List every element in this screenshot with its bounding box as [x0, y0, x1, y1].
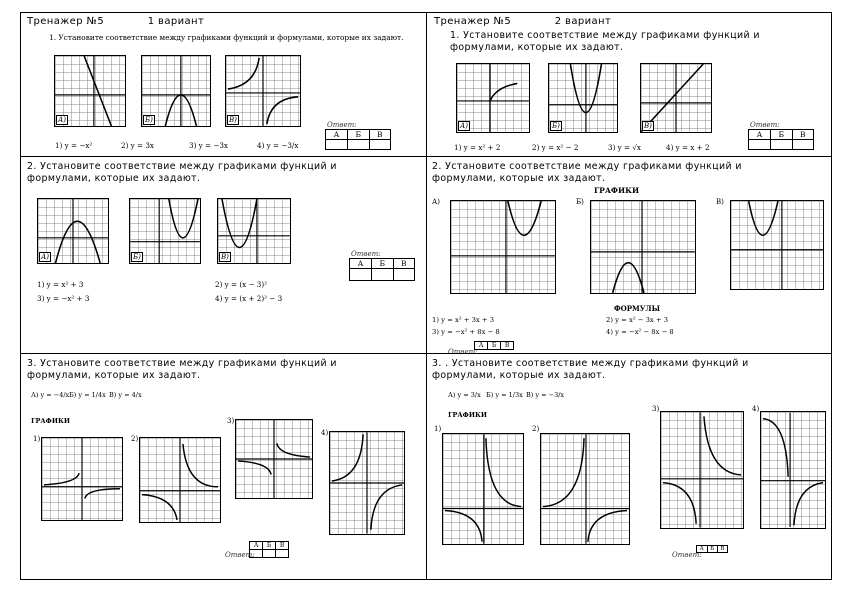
graph-tag: Б) [145, 116, 153, 124]
graph-tag: А) [460, 122, 469, 130]
left-task3-cell [21, 355, 426, 581]
left-task3-text: 3. Установите соответствие между графиками функций и формулами, которые их задают. [27, 358, 337, 381]
answer-col: Б [488, 342, 501, 350]
left-task2-graph-c [217, 198, 291, 264]
right-task3-cell [428, 355, 831, 581]
graph-tag: А) [58, 116, 67, 124]
formula: 4) y = −3/x [257, 141, 299, 150]
formula: В) y = −3/x [526, 391, 565, 399]
answer-label: Ответ: [750, 121, 780, 129]
graph-num: 3) [652, 405, 660, 413]
left-task2-text: 2. Установите соответствие между графиками функций и формулами, которые их задают. [27, 161, 337, 184]
answer-col: В [501, 342, 514, 350]
answer-table [748, 129, 814, 150]
formula: 3) y = −x² + 8x − 8 [432, 328, 500, 336]
formula: А) y = 3/x [448, 391, 481, 399]
formula: А) y = −4/x [31, 391, 70, 399]
worksheet [20, 12, 832, 580]
formula: 3) y = −3x [189, 141, 228, 150]
left-header-title: Тренажер №5 [27, 16, 105, 27]
left-task2-cell [21, 158, 426, 353]
answer-cell[interactable] [393, 269, 415, 281]
answer-cell[interactable] [792, 140, 814, 150]
answer-col: Б [771, 130, 792, 140]
graph-num: 3) [227, 417, 235, 425]
formula: 2) y = x² − 3x + 3 [606, 316, 669, 324]
right-task1-text: 1. Установите соответствие между графиками функций и формулами, которые их задают. [450, 30, 760, 53]
answer-cell[interactable] [250, 550, 263, 558]
graph-num: 4) [752, 405, 760, 413]
answer-col: В [369, 130, 391, 140]
left-task1-graph-a [54, 55, 126, 127]
left-task1-graph-c [225, 55, 301, 127]
answer-cell[interactable] [369, 140, 391, 150]
left-task3-graph-2 [139, 437, 221, 523]
graphs-label: ГРАФИКИ [448, 411, 488, 419]
left-header [27, 16, 204, 27]
graph-num: 2) [131, 435, 139, 443]
answer-table [696, 545, 728, 553]
left-task1-cell [21, 13, 426, 156]
answer-col: А [350, 259, 372, 269]
answer-col: Б [263, 542, 276, 550]
answer-cell[interactable] [348, 140, 369, 150]
right-task3-graph-3 [660, 411, 744, 529]
right-task3-graph-4 [760, 411, 826, 529]
left-task2-graph-a [37, 198, 109, 264]
answer-table [474, 341, 514, 350]
right-header-variant: 2 вариант [554, 16, 612, 27]
formula: 1) y = x² + 3x + 3 [432, 316, 495, 324]
formula: 2) y = x² − 2 [532, 143, 579, 152]
answer-cell[interactable] [350, 269, 372, 281]
formula: 1) y = x² + 2 [454, 143, 501, 152]
answer-label: Ответ: [327, 121, 357, 129]
right-task3-text: 3. . Установите соответствие между графиками функций и формулами, которые их задают. [432, 358, 749, 381]
graph-tag: Б) [133, 253, 141, 261]
answer-cell[interactable] [276, 550, 289, 558]
formula: 2) y = 3x [121, 141, 154, 150]
answer-col: В [717, 546, 727, 553]
graph-tag: В) [221, 253, 229, 261]
answer-col: В [276, 542, 289, 550]
formula: 2) y = (x − 3)² [215, 280, 268, 289]
graph-tag: А) [41, 253, 50, 261]
answer-table [249, 541, 289, 558]
right-task1-graph-a [456, 63, 530, 133]
answer-cell[interactable] [263, 550, 276, 558]
formula: 1) y = x² + 3 [37, 280, 84, 289]
right-task2-text: 2. Установите соответствие между графиками функций и формулами, которые их задают. [432, 161, 742, 184]
formula: В) y = 4/x [109, 391, 142, 399]
answer-col: В [792, 130, 814, 140]
graph-tag: Б) [576, 198, 584, 206]
formula: Б) y = 1/3x [486, 391, 523, 399]
answer-col: А [326, 130, 348, 140]
right-header-title: Тренажер №5 [434, 16, 512, 27]
answer-label: Ответ: [672, 551, 702, 559]
graph-tag: В) [644, 122, 652, 130]
answer-cell[interactable] [372, 269, 393, 281]
right-task1-graph-c [640, 63, 712, 133]
graphs-label: ГРАФИКИ [31, 417, 71, 425]
answer-col: В [393, 259, 415, 269]
answer-col: А [697, 546, 708, 553]
graph-num: 1) [33, 435, 41, 443]
answer-label: Ответ: [225, 551, 255, 559]
left-task1-text: 1. Установите соответствие между графиками функций и формулами, которые их задают. [49, 33, 404, 42]
right-task2-graph-a [450, 200, 556, 294]
formula: 3) y = −x² + 3 [37, 294, 90, 303]
answer-table [325, 129, 391, 150]
left-task3-graph-4 [329, 431, 405, 535]
right-task2-graph-c [730, 200, 824, 290]
graph-tag: В) [716, 198, 724, 206]
answer-cell[interactable] [749, 140, 771, 150]
formula: 4) y = −x² − 8x − 8 [606, 328, 674, 336]
graph-num: 2) [532, 425, 540, 433]
left-task3-graph-1 [41, 437, 123, 521]
graph-num: 4) [321, 429, 329, 437]
formulas-label: ФОРМУЛЫ [614, 304, 661, 313]
right-task3-graph-2 [540, 433, 630, 545]
right-task1-cell [428, 13, 831, 156]
formula: 4) y = x + 2 [666, 143, 710, 152]
answer-cell[interactable] [771, 140, 792, 150]
left-header-variant: 1 вариант [147, 16, 205, 27]
left-task1-graph-b [141, 55, 211, 127]
formula: 4) y = (x + 2)² − 3 [215, 294, 283, 303]
answer-cell[interactable] [326, 140, 348, 150]
right-task3-graph-1 [442, 433, 524, 545]
answer-col: А [475, 342, 488, 350]
answer-col: А [250, 542, 263, 550]
right-header [434, 16, 611, 27]
graph-tag: В) [229, 116, 237, 124]
graph-num: 1) [434, 425, 442, 433]
answer-label: Ответ: [448, 348, 478, 353]
answer-table [349, 258, 415, 281]
answer-col: Б [372, 259, 393, 269]
formula: Б) y = 1/4x [69, 391, 106, 399]
answer-col: А [749, 130, 771, 140]
graphs-label: ГРАФИКИ [594, 186, 640, 195]
right-task2-graph-b [590, 200, 696, 294]
answer-label: Ответ: [351, 250, 381, 258]
formula: 1) y = −x² [55, 141, 93, 150]
answer-col: Б [707, 546, 717, 553]
left-task2-graph-b [129, 198, 201, 264]
graph-tag: А) [432, 198, 441, 206]
left-task3-graph-3 [235, 419, 313, 499]
answer-col: Б [348, 130, 369, 140]
right-task2-cell [428, 158, 831, 353]
formula: 3) y = √x [608, 143, 641, 152]
graph-tag: Б) [552, 122, 560, 130]
right-task1-graph-b [548, 63, 618, 133]
